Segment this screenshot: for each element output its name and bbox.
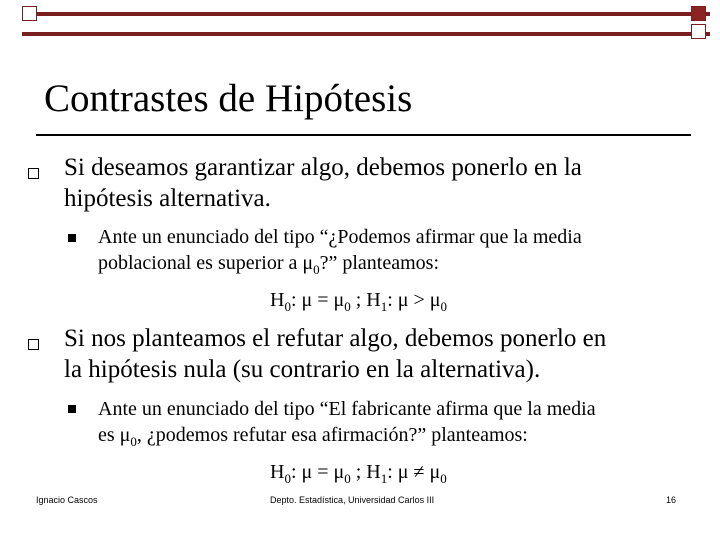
sub-bullet-text-line: poblacional es superior a $\mu_0$?” planteamos:	[98, 252, 440, 277]
footer-author: Ignacio Cascos	[36, 495, 98, 505]
sub-bullet-text	[98, 224, 582, 283]
decorative-square-right-top	[691, 6, 706, 21]
bullet-square-icon	[28, 168, 39, 179]
sub-bullet-text	[98, 396, 596, 455]
slide-title: Contrastes de Hipótesis	[44, 77, 413, 120]
decorative-square-left	[22, 6, 37, 21]
hypothesis-formula: $H_0$: $\mu = \mu_0$ ; $H_1$: $\mu \ne \mu_0$	[270, 461, 447, 486]
sub-bullet-square-icon	[68, 234, 76, 242]
bullet-text-line: Si nos planteamos el refutar algo, debemos ponerlo en	[64, 325, 607, 352]
bullet-square-icon	[28, 339, 39, 350]
top-bar-line-lower	[22, 32, 710, 36]
sub-bullet-text-line: Ante un enunciado del tipo “El fabricante afirma que la media	[98, 398, 596, 420]
bullet-text	[64, 323, 606, 385]
bullet-text-line: hipótesis alternativa.	[64, 185, 271, 212]
page-number: 16	[666, 495, 677, 505]
sub-bullet-square-icon	[68, 405, 76, 413]
top-decoration-bar	[22, 10, 710, 30]
title-underline	[36, 134, 691, 136]
top-bar-line	[22, 12, 710, 16]
sub-bullet-text-line: es $\mu_0$, ¿podemos refutar esa afirmación?” planteamos:	[98, 424, 528, 449]
footer-department: Depto. Estadística, Universidad Carlos III	[270, 495, 435, 505]
hypothesis-formula: $H_0$: $\mu = \mu_0$ ; $H_1$: $\mu > \mu_0$	[270, 289, 448, 314]
sub-bullet-text-line: Ante un enunciado del tipo “¿Podemos afirmar que la media	[98, 226, 582, 248]
bullet-text	[64, 152, 582, 214]
decorative-square-right-bottom	[691, 24, 706, 39]
bullet-text-line: Si deseamos garantizar algo, debemos ponerlo en la	[64, 154, 582, 181]
bullet-text-line: la hipótesis nula (su contrario en la alternativa).	[64, 356, 541, 383]
